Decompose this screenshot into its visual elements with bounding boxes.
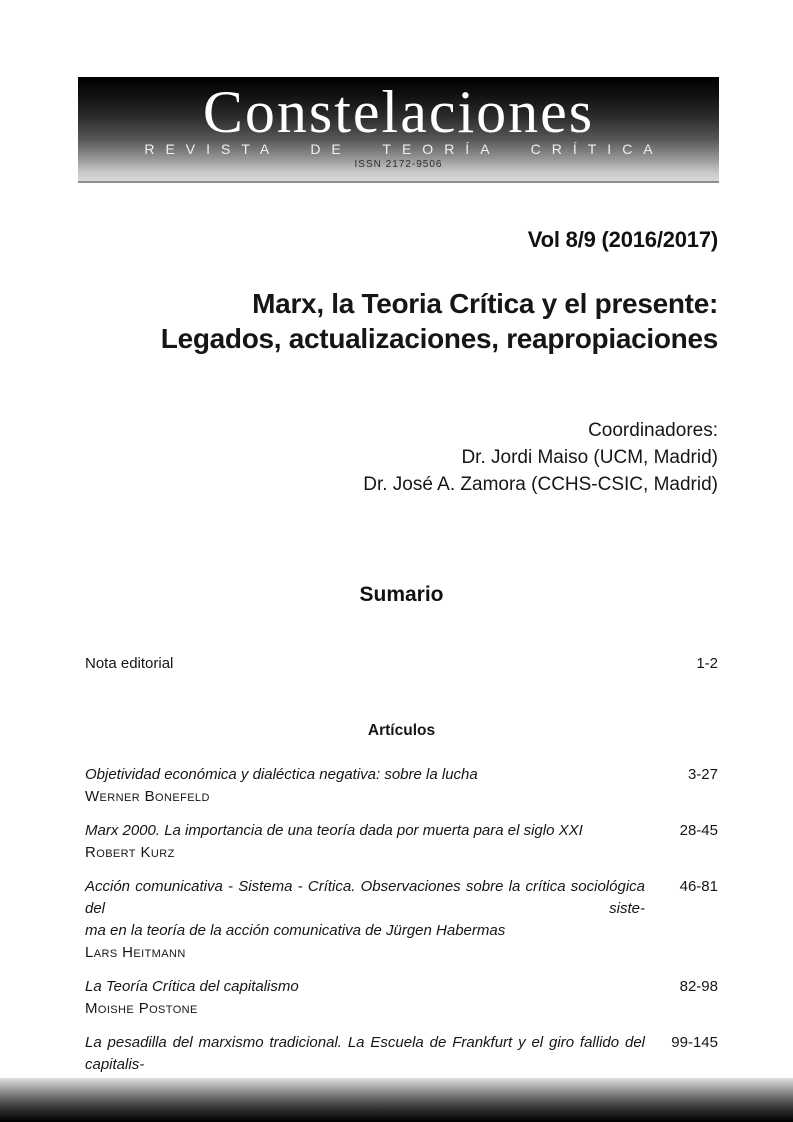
editorial-row bbox=[85, 653, 718, 675]
footer-band bbox=[0, 1078, 793, 1122]
article-title bbox=[85, 876, 660, 942]
articles-section-heading: Artículos bbox=[367, 722, 436, 739]
article-pages: 28-45 bbox=[679, 822, 718, 839]
article-pages: 3-27 bbox=[687, 766, 718, 783]
editorial-pages: 1-2 bbox=[696, 655, 718, 672]
journal-subtitle: REVISTA DE TEORÍA CRÍTICA bbox=[144, 141, 664, 157]
article-title-line: Acción comunicativa - Sistema - Crítica. Observaciones sobre la crítica sociológica del siste- bbox=[85, 878, 645, 917]
toc-heading: Sumario bbox=[359, 583, 444, 606]
article-list bbox=[85, 764, 718, 1120]
journal-title: Constelaciones bbox=[202, 79, 595, 145]
article-title-line: ma en la teoría de la acción comunicativa de Jürgen Habermas bbox=[85, 922, 506, 939]
coordinators-label: Coordinadores: bbox=[588, 420, 718, 441]
article-author: Lars Heitmann bbox=[85, 944, 186, 961]
coordinator-2: Dr. José A. Zamora (CCHS-CSIC, Madrid) bbox=[363, 474, 718, 495]
issue-title bbox=[85, 286, 718, 356]
article-pages: 46-81 bbox=[679, 878, 718, 895]
article-title-line: La pesadilla del marxismo tradicional. La Escuela de Frankfurt y el giro fallido del capitalis- bbox=[85, 1034, 645, 1073]
article-author: Werner Bonefeld bbox=[85, 788, 210, 805]
article-author: Robert Kurz bbox=[85, 844, 175, 861]
volume-label: Vol 8/9 (2016/2017) bbox=[527, 227, 718, 252]
article-row bbox=[85, 764, 718, 808]
article-pages: 82-98 bbox=[679, 978, 718, 995]
table-of-contents bbox=[85, 653, 718, 1122]
header-banner bbox=[78, 77, 719, 183]
issue-title-line-2: Legados, actualizaciones, reapropiaciones bbox=[160, 323, 718, 354]
article-row bbox=[85, 820, 718, 864]
article-pages: 99-145 bbox=[671, 1034, 718, 1051]
coordinator-1: Dr. Jordi Maiso (UCM, Madrid) bbox=[461, 447, 718, 468]
issn-label: ISSN 2172-9506 bbox=[354, 159, 443, 170]
editorial-title: Nota editorial bbox=[85, 655, 174, 672]
article-title-line: Objetividad económica y dialéctica negativa: sobre la lucha bbox=[85, 766, 478, 783]
article-title bbox=[85, 976, 660, 998]
article-title-line: La Teoría Crítica del capitalismo bbox=[85, 978, 299, 995]
issue-title-line-1: Marx, la Teoria Crítica y el presente: bbox=[252, 288, 718, 319]
coordinators-block bbox=[85, 417, 718, 498]
article-title bbox=[85, 764, 660, 786]
article-row bbox=[85, 876, 718, 964]
article-row bbox=[85, 976, 718, 1020]
article-title-line: Marx 2000. La importancia de una teoría dada por muerta para el siglo XXI bbox=[85, 822, 583, 839]
article-title bbox=[85, 820, 660, 842]
article-author: Moishe Postone bbox=[85, 1000, 198, 1017]
